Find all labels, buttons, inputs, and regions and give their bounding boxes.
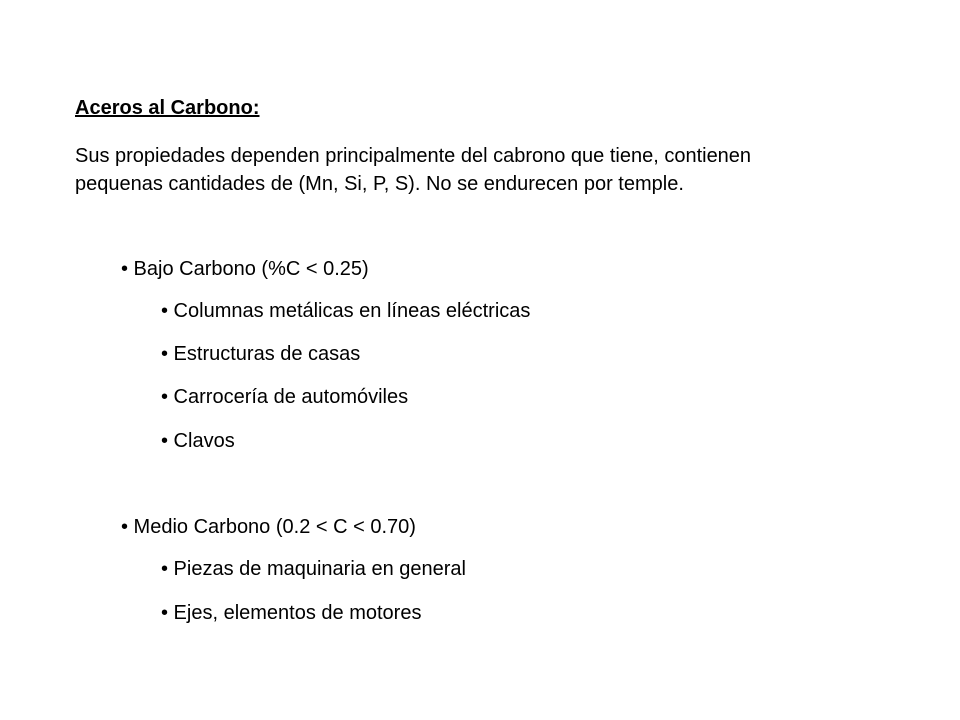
list-item: • Clavos	[161, 430, 235, 452]
heading: Aceros al Carbono:	[75, 97, 260, 119]
group-label-bajo-carbono: • Bajo Carbono (%C < 0.25)	[121, 258, 369, 280]
list-item: • Carrocería de automóviles	[161, 386, 409, 408]
list-item: • Columnas metálicas en líneas eléctricas	[161, 300, 531, 322]
list-item: • Ejes, elementos de motores	[161, 602, 422, 624]
intro-paragraph	[75, 142, 895, 198]
intro-line-1: Sus propiedades dependen principalmente del cabrono que tiene, contienen	[75, 145, 752, 167]
list-item: • Piezas de maquinaria en general	[161, 558, 466, 580]
list-item: • Estructuras de casas	[161, 343, 361, 365]
intro-line-2: pequenas cantidades de (Mn, Si, P, S). No se endurecen por temple.	[75, 173, 684, 195]
group-label-medio-carbono: • Medio Carbono (0.2 < C < 0.70)	[121, 516, 416, 538]
